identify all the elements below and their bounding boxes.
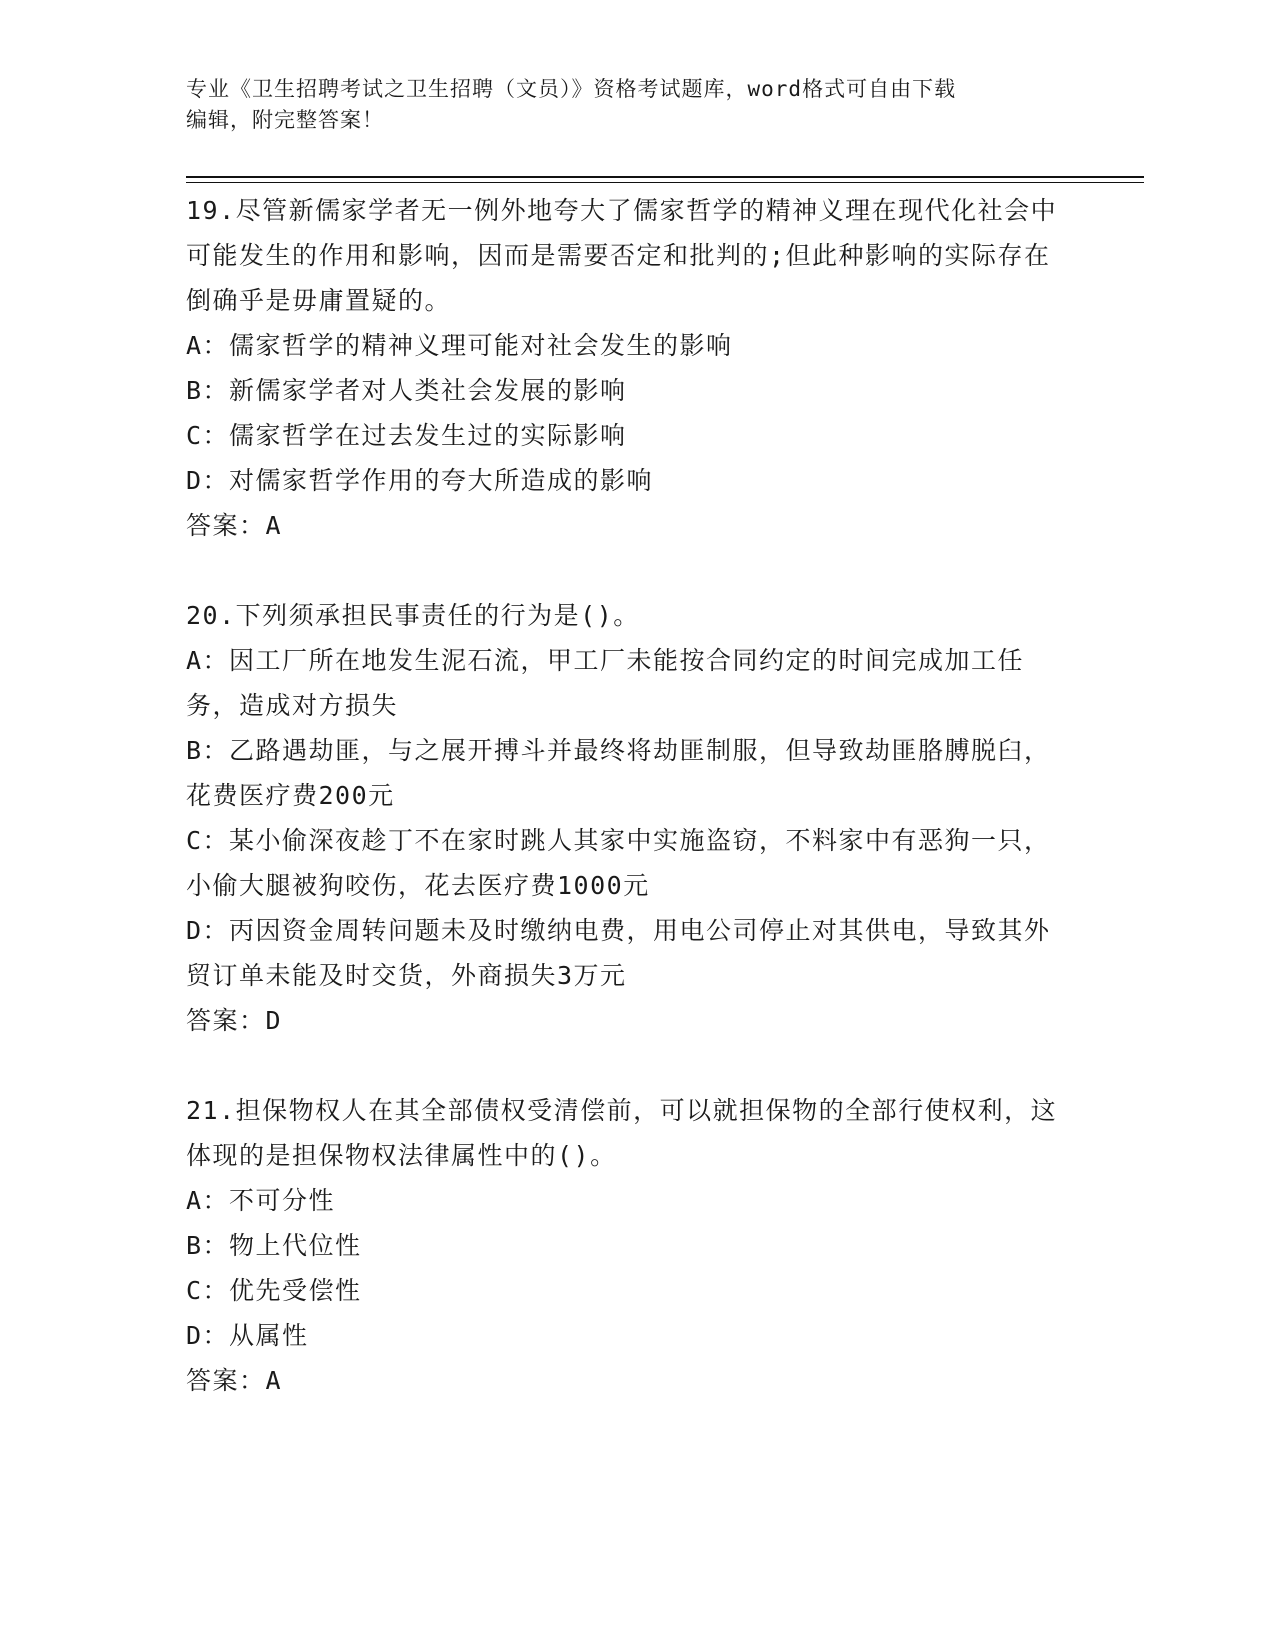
answer-label: 答案： — [186, 1366, 266, 1395]
header-line-1: 专业《卫生招聘考试之卫生招聘（文员）》资格考试题库，word格式可自由下载 — [186, 77, 957, 101]
question-21 — [186, 1088, 1066, 1403]
answer-value: A — [265, 1366, 283, 1395]
document-header — [186, 74, 1066, 136]
header-rule-thin — [186, 182, 1144, 183]
option-b: B：新儒家学者对人类社会发展的影响 — [186, 376, 627, 405]
option-b: B：乙路遇劫匪，与之展开搏斗并最终将劫匪制服，但导致劫匪胳膊脱臼，花费医疗费200元 — [186, 736, 1051, 810]
answer-value: D — [265, 1006, 283, 1035]
question-20 — [186, 593, 1066, 1043]
option-a: A：因工厂所在地发生泥石流，甲工厂未能按合同约定的时间完成加工任务，造成对方损失 — [186, 646, 1025, 720]
answer-line — [186, 1358, 1066, 1403]
option-a: A：不可分性 — [186, 1186, 336, 1215]
answer-label: 答案： — [186, 1006, 266, 1035]
question-stem: 20.下列须承担民事责任的行为是()。 — [186, 601, 640, 630]
question-19 — [186, 188, 1066, 548]
answer-label: 答案： — [186, 511, 266, 540]
header-rule-thick — [186, 176, 1144, 178]
option-c: C：优先受偿性 — [186, 1276, 362, 1305]
option-a: A：儒家哲学的精神义理可能对社会发生的影响 — [186, 331, 733, 360]
option-d: D：从属性 — [186, 1321, 309, 1350]
question-stem: 21.担保物权人在其全部债权受清偿前，可以就担保物的全部行使权利，这体现的是担保物权法律属性中的()。 — [186, 1096, 1058, 1170]
option-d: D：对儒家哲学作用的夸大所造成的影响 — [186, 466, 654, 495]
answer-value: A — [265, 511, 283, 540]
answer-line — [186, 998, 1066, 1043]
option-d: D：丙因资金周转问题未及时缴纳电费，用电公司停止对其供电，导致其外贸订单未能及时交货，外商损失3万元 — [186, 916, 1051, 990]
option-c: C：儒家哲学在过去发生过的实际影响 — [186, 421, 627, 450]
option-c: C：某小偷深夜趁丁不在家时跳人其家中实施盗窃，不料家中有恶狗一只，小偷大腿被狗咬伤，花去医疗费1000元 — [186, 826, 1051, 900]
question-stem: 19.尽管新儒家学者无一例外地夸大了儒家哲学的精神义理在现代化社会中可能发生的作用和影响，因而是需要否定和批判的;但此种影响的实际存在倒确乎是毋庸置疑的。 — [186, 196, 1058, 315]
header-line-2: 编辑，附完整答案！ — [186, 108, 384, 132]
option-b: B：物上代位性 — [186, 1231, 362, 1260]
question-list — [186, 188, 1066, 1448]
answer-line — [186, 503, 1066, 548]
